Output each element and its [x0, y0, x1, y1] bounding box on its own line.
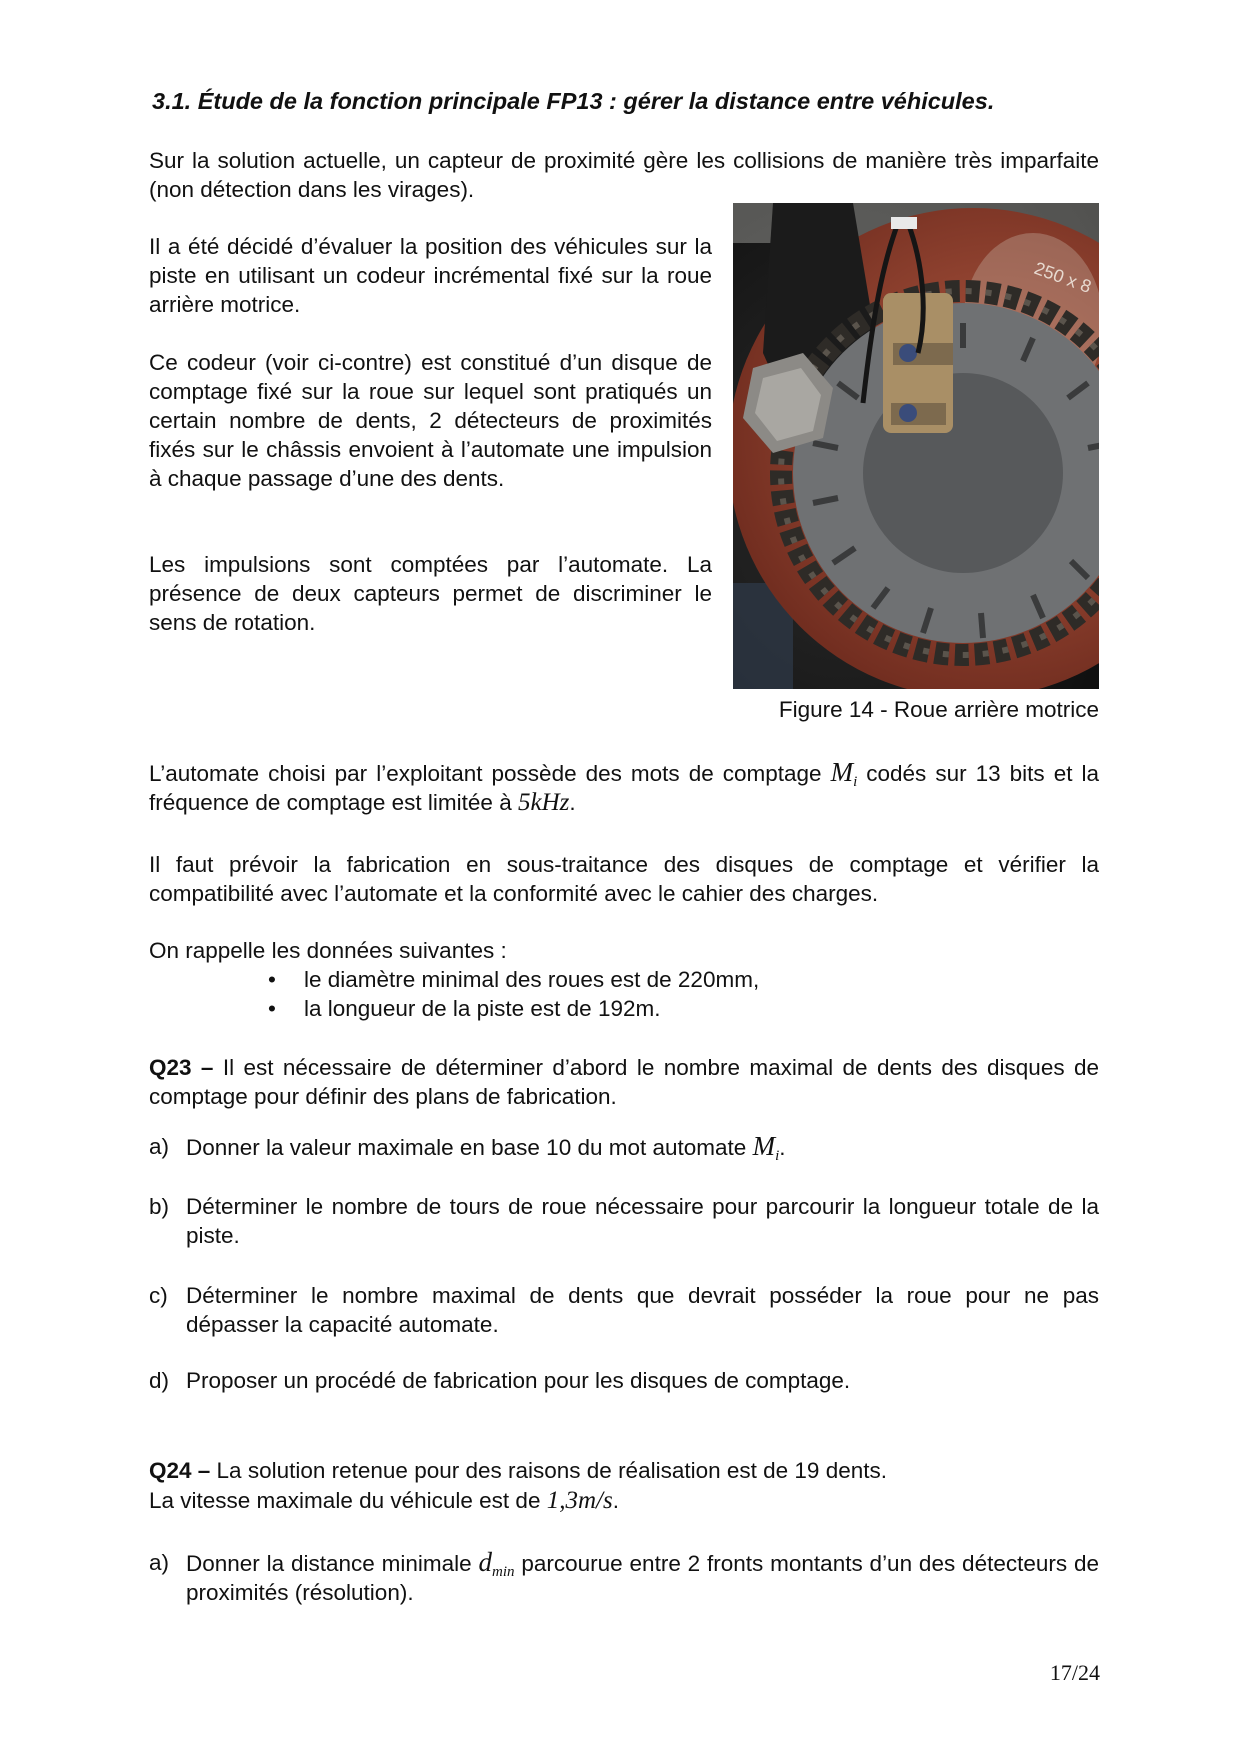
automate-text-2: codés sur 13 bits et la fréquence de comptage est limitée à: [149, 761, 1099, 815]
bullet-icon: •: [268, 967, 276, 992]
position-paragraph: Il a été décidé d’évaluer la position des véhicules sur la piste en utilisant un codeur incrémental fixé sur la roue arrière motrice.: [149, 234, 712, 317]
q24-statement: Q24 – La solution retenue pour des raisons de réalisation est de 19 dents.: [149, 1458, 887, 1483]
var-dmin: $d_{min}$: [478, 1547, 515, 1580]
q23-label: Q23 –: [149, 1055, 214, 1080]
q24-item-a: a) Donner la distance minimale $d_{min}$ parcourue entre 2 fronts montants d’un des détecteurs de proximités (résolution).: [149, 1547, 1099, 1605]
q23-statement: Q23 – Il est nécessaire de déterminer d’abord le nombre maximal de dents des disques de comptage pour définir des plans de fabrication.: [149, 1055, 1099, 1109]
rappel-item-2: • la longueur de la piste est de 192m.: [268, 996, 661, 1021]
wheel-encoder-photo: [733, 203, 1099, 689]
var-mi: $M_i$: [830, 757, 858, 790]
q24-speed-line: La vitesse maximale du véhicule est de 1,3m/s.: [149, 1487, 619, 1514]
q24-label: Q24 –: [149, 1458, 211, 1483]
rappel-intro: On rappelle les données suivantes :: [149, 938, 507, 963]
wheel-encoder-illustration: [733, 203, 1099, 689]
automate-paragraph: L’automate choisi par l’exploitant possède des mots de comptage $M_i$ codés sur 13 bits et la fréquence de comptage est limitée à 5kHz.: [149, 757, 1099, 816]
figure-caption: Figure 14 - Roue arrière motrice: [778, 697, 1099, 722]
q23-item-b: b) Déterminer le nombre de tours de roue nécessaire pour parcourir la longueur totale de la piste.: [149, 1194, 1099, 1248]
section-title: 3.1. Étude de la fonction principale FP13 : gérer la distance entre véhicules.: [152, 88, 995, 114]
bullet-icon: •: [268, 996, 276, 1021]
rappel-item-1: • le diamètre minimal des roues est de 220mm,: [268, 967, 760, 992]
impulsions-paragraph: Les impulsions sont comptées par l’automate. La présence de deux capteurs permet de discriminer le sens de rotation.: [149, 552, 712, 635]
codeur-paragraph: Ce codeur (voir ci-contre) est constitué d’un disque de comptage fixé sur la roue sur lequel sont pratiqués un certain nombre de dents, 2 détecteurs de proximités fixés sur le châssis envoient à l’automate une impulsion à chaque passage d’une des dents.: [149, 350, 712, 491]
var-mi: $M_i$: [752, 1131, 780, 1164]
q23-item-c: c) Déterminer le nombre maximal de dents que devrait posséder la roue pour ne pas dépasser la capacité automate.: [149, 1283, 1099, 1337]
automate-text-1: L’automate choisi par l’exploitant possède des mots de comptage: [149, 761, 831, 786]
speed-value: 1,3m/s: [546, 1487, 613, 1514]
q23-item-d: d) Proposer un procédé de fabrication pour les disques de comptage.: [149, 1368, 851, 1393]
intro-paragraph: Sur la solution actuelle, un capteur de proximité gère les collisions de manière très imparfaite (non détection dans les virages).: [149, 148, 1099, 202]
frequency-value: 5kHz: [517, 789, 570, 816]
wheel-marking: 250 x 8: [1031, 257, 1094, 297]
fabrication-paragraph: Il faut prévoir la fabrication en sous-traitance des disques de comptage et vérifier la compatibilité avec l’automate et la conformité avec le cahier des charges.: [149, 852, 1099, 906]
page-number: 17/24: [1049, 1660, 1100, 1685]
q23-item-a: a) Donner la valeur maximale en base 10 du mot automate $M_i$.: [149, 1131, 786, 1164]
